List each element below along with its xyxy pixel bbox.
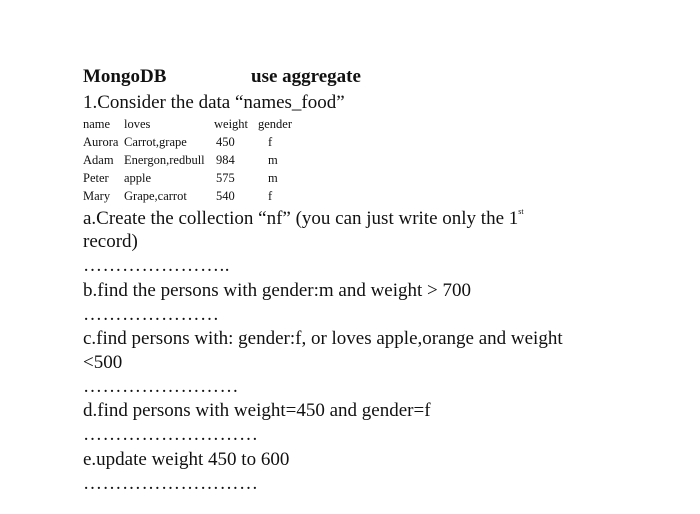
cell-name: Mary bbox=[83, 188, 111, 203]
answer-e-blank: ……………………… bbox=[83, 473, 259, 494]
question-1-text: 1.Consider the data “names_food” bbox=[83, 92, 345, 113]
cell-loves: Energon,redbull bbox=[124, 152, 205, 167]
cell-gender: f bbox=[268, 134, 273, 149]
header-gender: gender bbox=[258, 116, 293, 131]
heading-row bbox=[83, 66, 623, 92]
cell-gender: m bbox=[268, 170, 278, 185]
cell-gender: m bbox=[268, 152, 278, 167]
cell-loves: Carrot,grape bbox=[124, 134, 187, 149]
names-food-table bbox=[83, 115, 313, 205]
cell-name: Peter bbox=[83, 170, 109, 185]
header-weight: weight bbox=[214, 116, 249, 131]
table-header-row bbox=[83, 115, 313, 133]
question-e-text: e.update weight 450 to 600 bbox=[83, 449, 290, 470]
table-row bbox=[83, 133, 313, 151]
answer-b-blank: ………………… bbox=[83, 304, 220, 325]
cell-loves: Grape,carrot bbox=[124, 188, 187, 203]
question-d-text: d.find persons with weight=450 and gender=f bbox=[83, 400, 431, 421]
cell-weight: 984 bbox=[216, 152, 235, 167]
question-a-superscript: st bbox=[518, 207, 524, 216]
answer-c-blank: …………………… bbox=[83, 376, 239, 397]
header-loves: loves bbox=[124, 116, 151, 131]
question-a-line-2: record) bbox=[83, 231, 138, 252]
heading-use-aggregate: use aggregate bbox=[251, 66, 361, 87]
cell-loves: apple bbox=[124, 170, 152, 185]
table-row bbox=[83, 187, 313, 205]
cell-weight: 450 bbox=[216, 134, 235, 149]
question-a-text: a.Create the collection “nf” (you can just write only the 1 bbox=[83, 208, 519, 229]
question-c-line-2: <500 bbox=[83, 352, 123, 373]
cell-name: Aurora bbox=[83, 134, 119, 149]
question-c-line-1: c.find persons with: gender:f, or loves apple,orange and weight bbox=[83, 328, 563, 349]
question-a-line-1 bbox=[83, 207, 524, 230]
table-row bbox=[83, 169, 313, 187]
answer-d-blank: ……………………… bbox=[83, 424, 259, 445]
cell-name: Adam bbox=[83, 152, 114, 167]
cell-weight: 575 bbox=[216, 170, 235, 185]
cell-weight: 540 bbox=[216, 188, 235, 203]
cell-gender: f bbox=[268, 188, 273, 203]
question-b-text: b.find the persons with gender:m and weight > 700 bbox=[83, 280, 472, 301]
table-row bbox=[83, 151, 313, 169]
header-name: name bbox=[83, 116, 111, 131]
heading-mongodb: MongoDB bbox=[83, 66, 167, 87]
answer-a-blank: ………………….. bbox=[83, 255, 230, 276]
